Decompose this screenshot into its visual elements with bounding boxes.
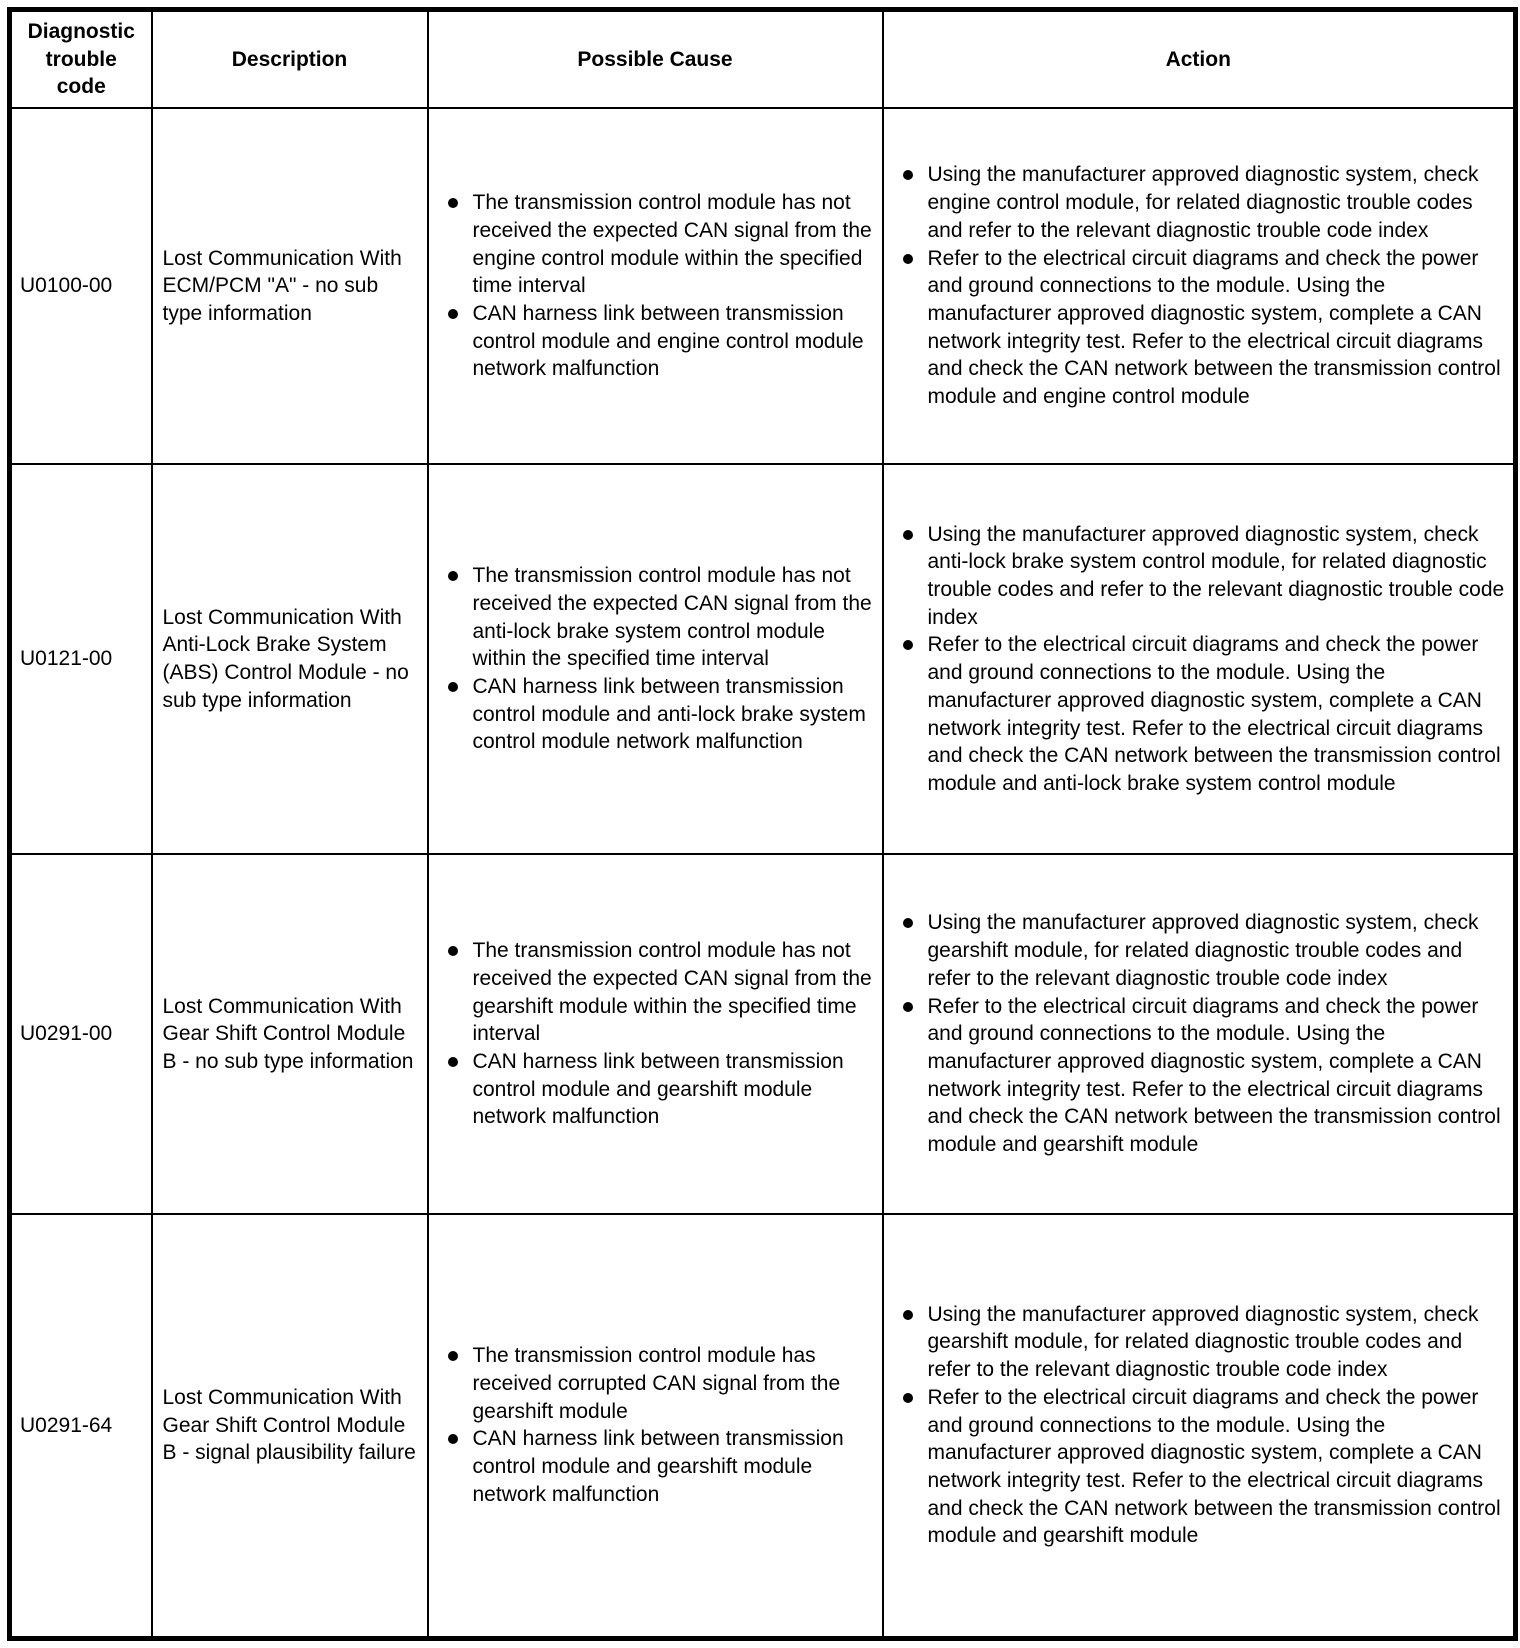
cause-list — [439, 937, 876, 1131]
table-row — [10, 854, 1516, 1214]
action-item: Using the manufacturer approved diagnostic system, check engine control module, for related diagnostic trouble codes and refer to the relevant diagnostic trouble code index — [894, 161, 1508, 244]
action-list — [894, 1301, 1508, 1550]
action-item: Refer to the electrical circuit diagrams and check the power and ground connections to the module. Using the manufacturer approved diagnostic system, complete a CAN network integrity test. Refer to the electrical circuit diagrams and check the CAN network between the transmission control module and anti-lock brake system control module — [894, 631, 1508, 797]
column-header-description: Description — [152, 10, 428, 109]
dtc-table — [7, 7, 1518, 1641]
possible-cause-cell — [428, 854, 883, 1214]
cause-item: CAN harness link between transmission control module and anti-lock brake system control module network malfunction — [439, 673, 876, 756]
cause-item: CAN harness link between transmission control module and gearshift module network malfunction — [439, 1048, 876, 1131]
column-header-action: Action — [883, 10, 1516, 109]
cause-item: The transmission control module has not received the expected CAN signal from the gearshift module within the specified time interval — [439, 937, 876, 1048]
action-cell — [883, 108, 1516, 464]
possible-cause-cell — [428, 108, 883, 464]
possible-cause-cell — [428, 1214, 883, 1638]
action-list — [894, 909, 1508, 1158]
column-header-possible-cause: Possible Cause — [428, 10, 883, 109]
cause-item: The transmission control module has not received the expected CAN signal from the anti-lock brake system control module within the specified time interval — [439, 562, 876, 673]
table-row — [10, 108, 1516, 464]
action-list — [894, 161, 1508, 410]
action-item: Using the manufacturer approved diagnostic system, check anti-lock brake system control module, for related diagnostic trouble codes and refer to the relevant diagnostic trouble code index — [894, 521, 1508, 632]
dtc-code: U0100-00 — [10, 108, 152, 464]
table-row — [10, 464, 1516, 854]
dtc-description: Lost Communication With Anti-Lock Brake System (ABS) Control Module - no sub type information — [152, 464, 428, 854]
cause-list — [439, 189, 876, 383]
cause-item: The transmission control module has received corrupted CAN signal from the gearshift module — [439, 1342, 876, 1425]
dtc-code: U0291-64 — [10, 1214, 152, 1638]
dtc-description: Lost Communication With ECM/PCM "A" - no sub type information — [152, 108, 428, 464]
column-header-code: Diagnostic trouble code — [10, 10, 152, 109]
action-list — [894, 521, 1508, 798]
cause-list — [439, 1342, 876, 1508]
action-cell — [883, 1214, 1516, 1638]
cause-item: The transmission control module has not received the expected CAN signal from the engine control module within the specified time interval — [439, 189, 876, 300]
action-item: Refer to the electrical circuit diagrams and check the power and ground connections to the module. Using the manufacturer approved diagnostic system, complete a CAN network integrity test. Refer to the electrical circuit diagrams and check the CAN network between the transmission control module and engine control module — [894, 245, 1508, 411]
action-cell — [883, 464, 1516, 854]
table-header-row — [10, 10, 1516, 109]
cause-list — [439, 562, 876, 756]
cause-item: CAN harness link between transmission control module and engine control module network malfunction — [439, 300, 876, 383]
table-row — [10, 1214, 1516, 1638]
action-cell — [883, 854, 1516, 1214]
action-item: Refer to the electrical circuit diagrams and check the power and ground connections to the module. Using the manufacturer approved diagnostic system, complete a CAN network integrity test. Refer to the electrical circuit diagrams and check the CAN network between the transmission control module and gearshift module — [894, 1384, 1508, 1550]
possible-cause-cell — [428, 464, 883, 854]
dtc-description: Lost Communication With Gear Shift Control Module B - no sub type information — [152, 854, 428, 1214]
dtc-code: U0121-00 — [10, 464, 152, 854]
action-item: Using the manufacturer approved diagnostic system, check gearshift module, for related diagnostic trouble codes and refer to the relevant diagnostic trouble code index — [894, 1301, 1508, 1384]
dtc-description: Lost Communication With Gear Shift Control Module B - signal plausibility failure — [152, 1214, 428, 1638]
action-item: Using the manufacturer approved diagnostic system, check gearshift module, for related diagnostic trouble codes and refer to the relevant diagnostic trouble code index — [894, 909, 1508, 992]
dtc-code: U0291-00 — [10, 854, 152, 1214]
cause-item: CAN harness link between transmission control module and gearshift module network malfunction — [439, 1425, 876, 1508]
action-item: Refer to the electrical circuit diagrams and check the power and ground connections to the module. Using the manufacturer approved diagnostic system, complete a CAN network integrity test. Refer to the electrical circuit diagrams and check the CAN network between the transmission control module and gearshift module — [894, 993, 1508, 1159]
